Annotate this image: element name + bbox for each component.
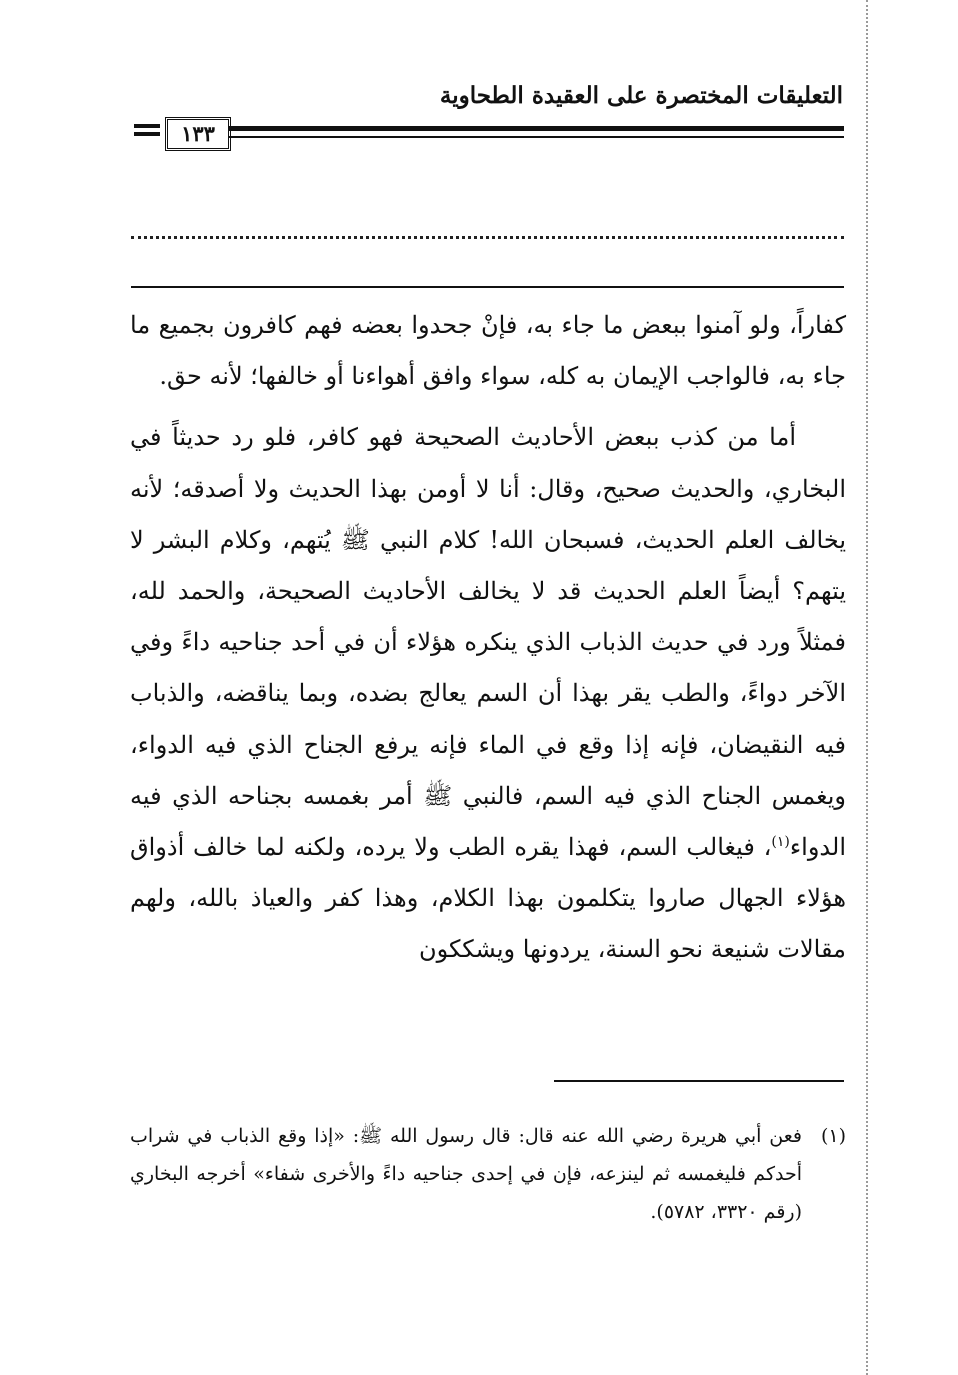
paragraph-continuation: ، فيغالب السم، فهذا يقره الطب ولا يرده، ولكنه لما خالف أذواق هؤلاء الجهال صاروا يتكلمون بهذا الكلام، وهذا كفر والعياذ بالله، ولهم مقالات شنيعة نحو السنة، يردونها ويشككون [130, 833, 846, 964]
footnote-item [130, 1117, 846, 1231]
footnote-number: (١) [820, 1125, 846, 1147]
footnote-reference: (١) [771, 834, 790, 851]
footnote-text: فعن أبي هريرة رضي الله عنه قال: قال رسول الله ﷺ: «إذا وقع الذباب في شراب أحدكم فليغمسه ثم لينزعه، فإن في إحدى جناحيه داءً والأخرى شفاء» أخرجه البخاري (رقم ٣٣٢٠، ٥٧٨٢). [130, 1125, 802, 1223]
header-left-bars [134, 124, 160, 140]
paragraph [130, 412, 846, 975]
header-thick-rule [229, 126, 844, 131]
footnotes [130, 1117, 846, 1231]
main-text [130, 300, 846, 976]
dotted-separator [131, 236, 844, 239]
running-header-title: التعليقات المختصرة على العقيدة الطحاوية [439, 82, 843, 109]
scan-margin-speckles [866, 0, 868, 1375]
footnote-separator [554, 1080, 844, 1082]
paragraph-text: أما من كذب ببعض الأحاديث الصحيحة فهو كافر، فلو رد حديثاً في البخاري، والحديث صحيح، وقال: أنا لا أومن بهذا الحديث ولا أصدقه؛ لأنه يخالف العلم الحديث، فسبحان الله! كلام النبي ﷺ يُتهم، وكلام البشر لا يتهم؟ أيضاً العلم الحديث قد لا يخالف الأحاديث الصحيحة، والحمد لله، فمثلاً ورد في حديث الذباب الذي ينكره هؤلاء أن في أحد جناحيه داءً وفي الآخر دواءً، والطب يقر بهذا أن السم يعالج بضده، وبما يناقضه، والذباب فيه النقيضان، فإنه إذا وقع في الماء فإنه يرفع الجناح الذي فيه الدواء، ويغمس الجناح الذي فيه السم، فالنبي ﷺ أمر بغمسه بجناحه الذي فيه الدواء [130, 423, 846, 862]
section-rule [131, 286, 844, 288]
header-thin-rule [229, 136, 844, 138]
paragraph: كفاراً، ولو آمنوا ببعض ما جاء به، فإنْ جحدوا بعضه فهم كافرون بجميع ما جاء به، فالواجب الإيمان به كله، سواء وافق أهواءنا أو خالفها؛ لأنه حق. [130, 311, 846, 391]
page-number: ١٣٣ [165, 117, 231, 151]
